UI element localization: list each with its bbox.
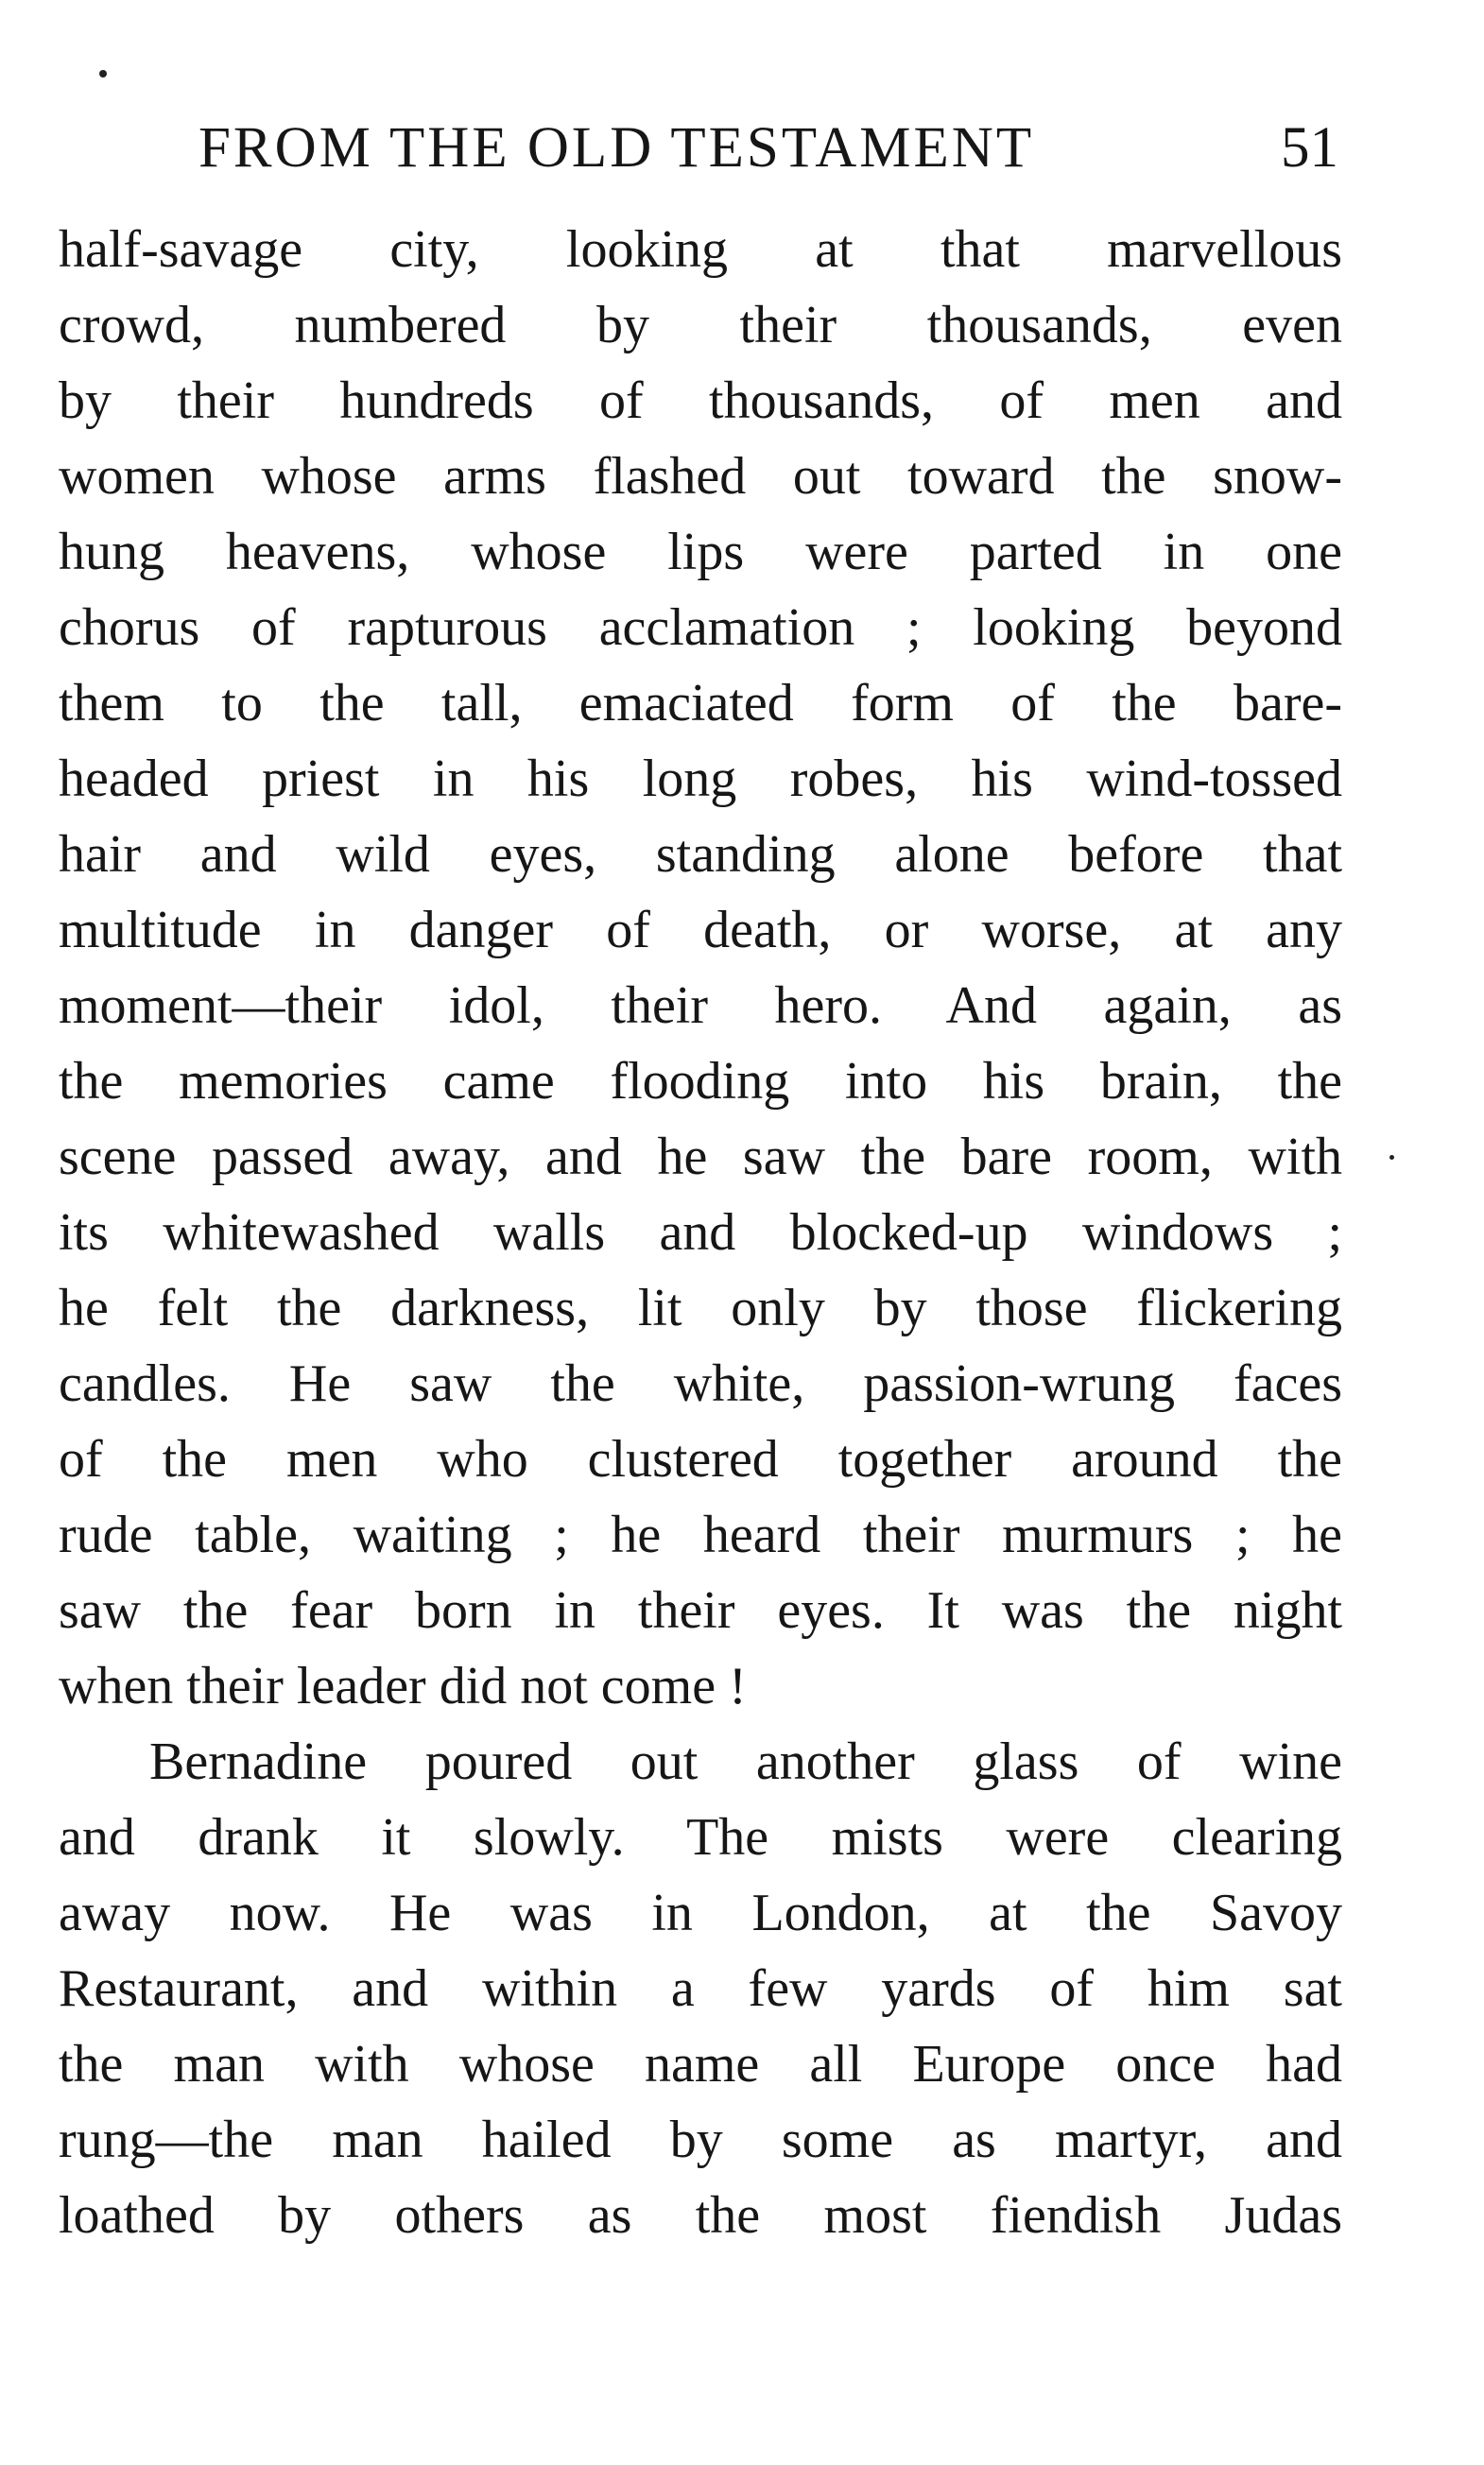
text-line: rung—the man hailed by some as martyr, and [59, 2111, 1342, 2169]
text-line: headed priest in his long robes, his wind-tossed [59, 750, 1342, 808]
text-line: hung heavens, whose lips were parted in one [59, 523, 1342, 581]
text-line: saw the fear born in their eyes. It was the night [59, 1581, 1342, 1640]
text-line: them to the tall, emaciated form of the bare- [59, 674, 1342, 733]
running-head [198, 106, 1338, 191]
text-line: women whose arms flashed out toward the snow- [59, 447, 1342, 506]
text-line: loathed by others as the most fiendish Judas [59, 2186, 1342, 2245]
text-line: of the men who clustered together around the [59, 1430, 1342, 1489]
text-line: Restaurant, and within a few yards of him sat [59, 1959, 1342, 2018]
text-line: and drank it slowly. The mists were clearing [59, 1808, 1342, 1867]
text-line: multitude in danger of death, or worse, at any [59, 901, 1342, 959]
text-line: the man with whose name all Europe once had [59, 2035, 1342, 2094]
text-line: its whitewashed walls and blocked-up windows ; [59, 1203, 1342, 1262]
text-line: away now. He was in London, at the Savoy [59, 1884, 1342, 1942]
text-line: Bernadine poured out another glass of wine [149, 1732, 1342, 1791]
body-text [59, 212, 1342, 2253]
text-line: rude table, waiting ; he heard their murmurs ; he [59, 1506, 1342, 1564]
text-line: when their leader did not come ! [59, 1657, 747, 1715]
text-line: candles. He saw the white, passion-wrung faces [59, 1354, 1342, 1413]
text-line: he felt the darkness, lit only by those flickering [59, 1279, 1342, 1337]
text-line: the memories came flooding into his brain, the [59, 1052, 1342, 1111]
paragraph [59, 1724, 1342, 2253]
ink-speck [99, 70, 107, 78]
running-title: FROM THE OLD TESTAMENT [198, 116, 1035, 180]
text-line: scene passed away, and he saw the bare room, with [59, 1128, 1342, 1186]
paragraph [59, 212, 1342, 1724]
text-line: hair and wild eyes, standing alone before that [59, 825, 1342, 884]
text-line: crowd, numbered by their thousands, even [59, 296, 1342, 354]
text-line: chorus of rapturous acclamation ; looking beyond [59, 598, 1342, 657]
ink-speck [1389, 1155, 1394, 1160]
text-line: by their hundreds of thousands, of men and [59, 371, 1342, 430]
text-line: half-savage city, looking at that marvellous [59, 220, 1342, 279]
page-number: 51 [1281, 116, 1338, 180]
text-line: moment—their idol, their hero. And again, as [59, 976, 1342, 1035]
